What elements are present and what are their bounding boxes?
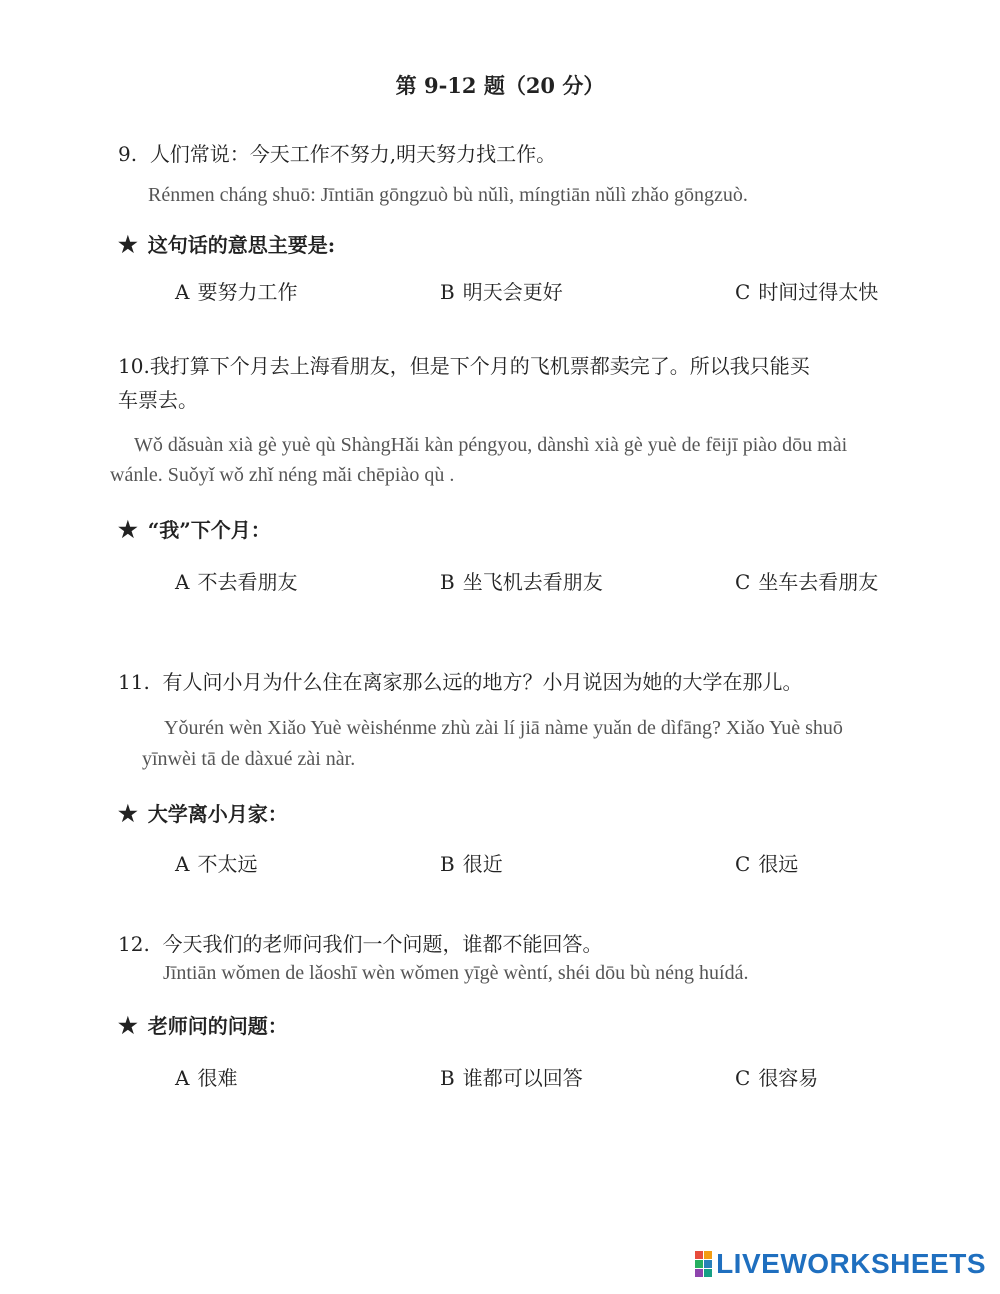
logo-block — [695, 1260, 703, 1268]
option-letter: B — [440, 570, 455, 594]
question-10-prompt — [118, 514, 271, 543]
question-10-option-a[interactable] — [175, 566, 297, 595]
logo-block — [704, 1251, 712, 1259]
option-text: 谁都可以回答 — [462, 1066, 583, 1090]
option-text: 很远 — [758, 852, 799, 876]
question-number: 12. — [118, 932, 150, 956]
question-12-pinyin: Jīntiān wǒmen de lǎoshī wèn wǒmen yīgè wèntí, shéi dōu bù néng huídá. — [163, 962, 749, 984]
star-icon: ★ — [118, 1013, 138, 1039]
question-sentence-line2: 车票去。 — [118, 388, 198, 412]
liveworksheets-logo[interactable] — [695, 1248, 986, 1280]
option-text: 坐车去看朋友 — [758, 570, 879, 594]
option-letter: C — [735, 280, 751, 304]
option-letter: A — [175, 570, 190, 594]
star-icon: ★ — [118, 801, 138, 827]
question-number: 11. — [118, 670, 150, 694]
option-text: 明天会更好 — [462, 280, 563, 304]
option-letter: B — [440, 1066, 455, 1090]
question-12-text — [118, 928, 603, 957]
question-12-option-b[interactable] — [440, 1062, 583, 1091]
logo-block — [704, 1260, 712, 1268]
logo-block — [695, 1269, 703, 1277]
option-letter: C — [735, 570, 751, 594]
option-letter: A — [175, 280, 190, 304]
question-11-pinyin-line2: yīnwèi tā de dàxué zài nàr. — [142, 748, 356, 770]
question-12-option-c[interactable] — [735, 1062, 818, 1091]
option-letter: A — [175, 1066, 190, 1090]
question-10-option-c[interactable] — [735, 566, 878, 595]
option-letter: C — [735, 1066, 751, 1090]
logo-blocks-icon — [695, 1251, 712, 1277]
prompt-text: 这句话的意思主要是: — [147, 233, 336, 257]
question-sentence: 有人问小月为什么住在离家那么远的地方？小月说因为她的大学在那儿。 — [162, 670, 803, 694]
page-title: 第 9-12 题（20 分） — [395, 73, 605, 98]
prompt-text: 大学离小月家： — [147, 802, 288, 826]
question-11-option-a[interactable] — [175, 848, 257, 877]
question-number: 10. — [118, 354, 150, 378]
logo-block — [704, 1269, 712, 1277]
question-9-option-c[interactable] — [735, 276, 878, 305]
question-number: 9. — [118, 142, 138, 166]
question-9-prompt — [118, 229, 335, 258]
question-9-option-a[interactable] — [175, 276, 297, 305]
question-sentence: 人们常说：今天工作不努力,明天努力找工作。 — [149, 142, 557, 166]
option-letter: B — [440, 280, 455, 304]
option-text: 很难 — [197, 1066, 238, 1090]
question-12-option-a[interactable] — [175, 1062, 237, 1091]
option-letter: C — [735, 852, 751, 876]
question-10-text — [118, 350, 810, 379]
question-9-text — [118, 138, 556, 167]
prompt-text: 老师问的问题： — [147, 1014, 288, 1038]
question-11-text — [118, 666, 803, 695]
option-text: 坐飞机去看朋友 — [462, 570, 603, 594]
question-sentence: 今天我们的老师问我们一个问题，谁都不能回答。 — [162, 932, 603, 956]
option-text: 不去看朋友 — [197, 570, 298, 594]
star-icon: ★ — [118, 517, 138, 543]
question-11-prompt — [118, 798, 288, 827]
option-letter: A — [175, 852, 190, 876]
logo-text: LIVEWORKSHEETS — [716, 1248, 986, 1279]
option-text: 很近 — [462, 852, 503, 876]
option-text: 很容易 — [758, 1066, 819, 1090]
question-9-option-b[interactable] — [440, 276, 563, 305]
question-11-pinyin-line1: Yǒurén wèn Xiǎo Yuè wèishénme zhù zài lí jiā nàme yuǎn de dìfāng? Xiǎo Yuè shuō — [164, 717, 843, 739]
question-9-pinyin: Rénmen cháng shuō: Jīntiān gōngzuò bù nǔlì, míngtiān nǔlì zhǎo gōngzuò. — [148, 184, 748, 206]
question-11-option-b[interactable] — [440, 848, 503, 877]
question-11-option-c[interactable] — [735, 848, 798, 877]
prompt-text: “我”下个月： — [147, 518, 271, 542]
star-icon: ★ — [118, 232, 138, 258]
option-text: 要努力工作 — [197, 280, 298, 304]
question-12-prompt — [118, 1010, 288, 1039]
question-10-pinyin-line2: wánle. Suǒyǐ wǒ zhǐ néng mǎi chēpiào qù . — [110, 464, 455, 486]
question-10-pinyin-line1: Wǒ dǎsuàn xià gè yuè qù ShàngHǎi kàn péngyou, dànshì xià gè yuè de fēijī piào dōu mài — [134, 434, 848, 456]
logo-block — [695, 1251, 703, 1259]
option-text: 不太远 — [197, 852, 258, 876]
question-sentence-line1: 我打算下个月去上海看朋友，但是下个月的飞机票都卖完了。所以我只能买 — [149, 354, 810, 378]
option-text: 时间过得太快 — [758, 280, 879, 304]
option-letter: B — [440, 852, 455, 876]
question-10-option-b[interactable] — [440, 566, 603, 595]
